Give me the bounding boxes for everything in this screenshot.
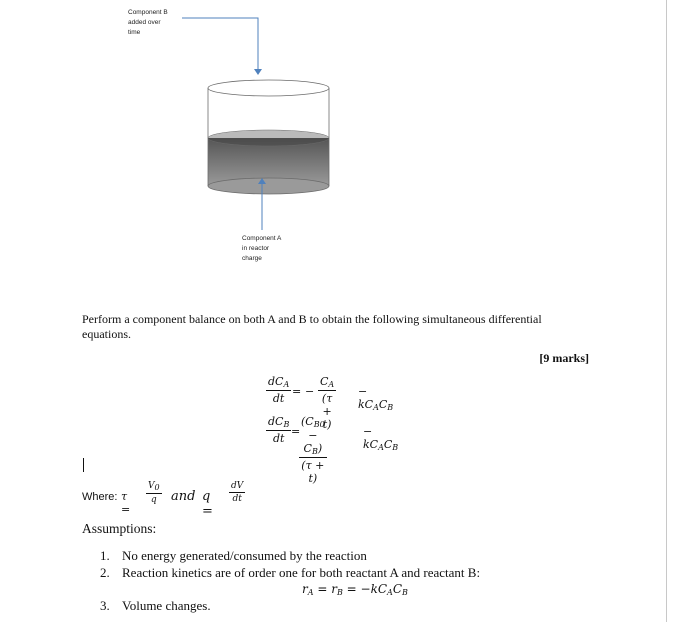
eq1-lhs-fraction: $dC_A$ dt [268,375,290,405]
assumption-3: 3. Volume changes. [100,598,211,613]
where-label: Where: [82,491,118,503]
eq2-lhs-fraction: $dC_B$ dt [268,415,290,445]
reactor-diagram [0,0,681,300]
feed-arrowhead-b [254,69,262,75]
feed-line-b [182,18,258,70]
assumption-2: 2. Reaction kinetics are of order one for both reactant A and reactant B: [100,565,481,580]
eq2-equals: = [291,425,301,438]
assumptions-heading: Assumptions: [82,521,157,536]
text-cursor [83,458,84,472]
eq2-tail: − $kC_AC_B$ [363,425,399,452]
eq1-minus: − [305,385,315,398]
rate-equation: $r_A = r_B = -kC_AC_B$ [302,582,408,597]
tau-symbol: τ = [121,490,131,516]
q-symbol: q = [202,489,213,519]
q-fraction: dV dt [231,481,244,504]
tank-liquid-bottom [208,178,329,194]
eq2-rhs-fraction: $(C_{B0} - C_B)$ (τ + t) [301,415,325,485]
marks-badge: [9 marks] [539,351,589,365]
eq1-equals: = [292,385,302,398]
liquid-surface [208,130,329,146]
tank-top [208,80,329,96]
assumption-1: 1. No energy generated/consumed by the reaction [100,548,367,563]
label-component-a: Component A in reactor charge [242,235,282,262]
question-text: Perform a component balance on both A and B to obtain the following simultaneous differential equations. [82,312,542,341]
eq1-rhs-fraction: $C_A$ (τ + t) [320,375,335,431]
tau-fraction: $V_0$ q [148,481,160,505]
and-word: and [171,489,196,504]
label-component-b: Component B added over time [128,9,168,36]
eq1-tail: − $kC_AC_B$ [358,385,394,412]
